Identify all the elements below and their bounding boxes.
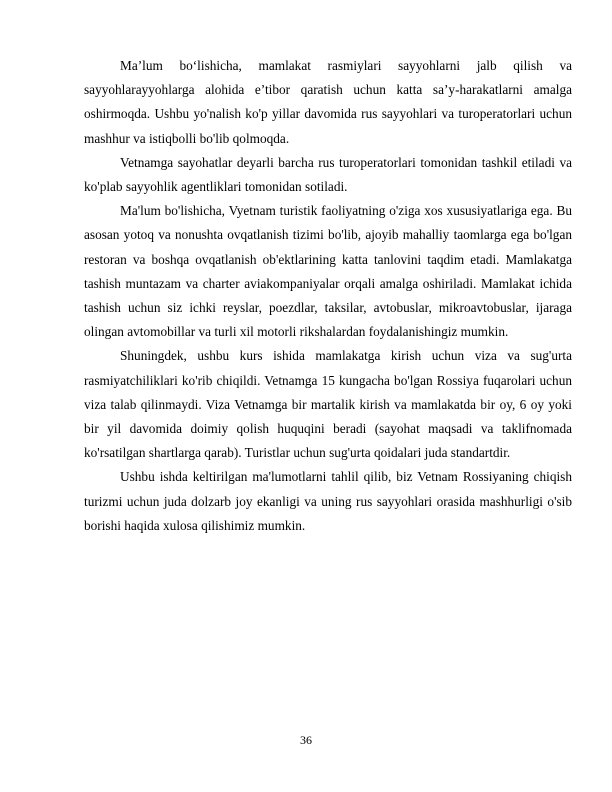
paragraph-3: Ma'lum bo'lishicha, Vyetnam turistik faoliyatning o'ziga xos xususiyatlariga ega. Bu asosan yotoq va nonushta ovqatlanish tizimi bo'lib, ajoyib mahalliy taomlarga ega bo'lgan restoran va boshqa ovqatlanish ob'ektlarining katta tanlovini taqdim etadi. Mamlakatga tashish muntazam va charter aviakompaniyalar orqali amalga oshiriladi. Mamlakat ichida tashish uchun siz ichki reyslar, poezdlar, taksilar, avtobuslar, mikroavtobuslar, ijaraga olingan avtomobillar va turli xil motorli rikshalardan foydalanishingiz mumkin.	[84, 203, 572, 340]
document-body	[84, 54, 572, 538]
paragraph-2: Vetnamga sayohatlar deyarli barcha rus turoperatorlari tomonidan tashkil etiladi va ko'plab sayyohlik agentliklari tomonidan sotiladi.	[84, 154, 572, 195]
paragraph-1: Ma’lum bo‘lishicha, mamlakat rasmiylari sayyohlarni jalb qilish va sayyohlarayyohlarga alohida e’tibor qaratish uchun katta sa’y-harakatlarni amalga oshirmoqda. Ushbu yo'nalish ko'p yillar davomida rus sayyohlari va turoperatorlari uchun mashhur va istiqbolli bo'lib qolmoqda.	[84, 58, 572, 146]
page-number: 36	[300, 733, 312, 747]
paragraph-4: Shuningdek, ushbu kurs ishida mamlakatga kirish uchun viza va sug'urta rasmiyatchiliklari ko'rib chiqildi. Vetnamga 15 kungacha bo'lgan Rossiya fuqarolari uchun viza talab qilinmaydi. Viza Vetnamga bir martalik kirish va mamlakatda bir oy, 6 oy yoki bir yil davomida doimiy qolish huquqini beradi (sayohat maqsadi va taklifnomada ko'rsatilgan shartlarga qarab). Turistlar uchun sug'urta qoidalari juda standartdir.	[84, 348, 572, 461]
paragraph-5: Ushbu ishda keltirilgan ma'lumotlarni tahlil qilib, biz Vetnam Rossiyaning chiqish turizmi uchun juda dolzarb joy ekanligi va uning rus sayyohlari orasida mashhurligi o'sib borishi haqida xulosa qilishimiz mumkin.	[84, 469, 572, 533]
